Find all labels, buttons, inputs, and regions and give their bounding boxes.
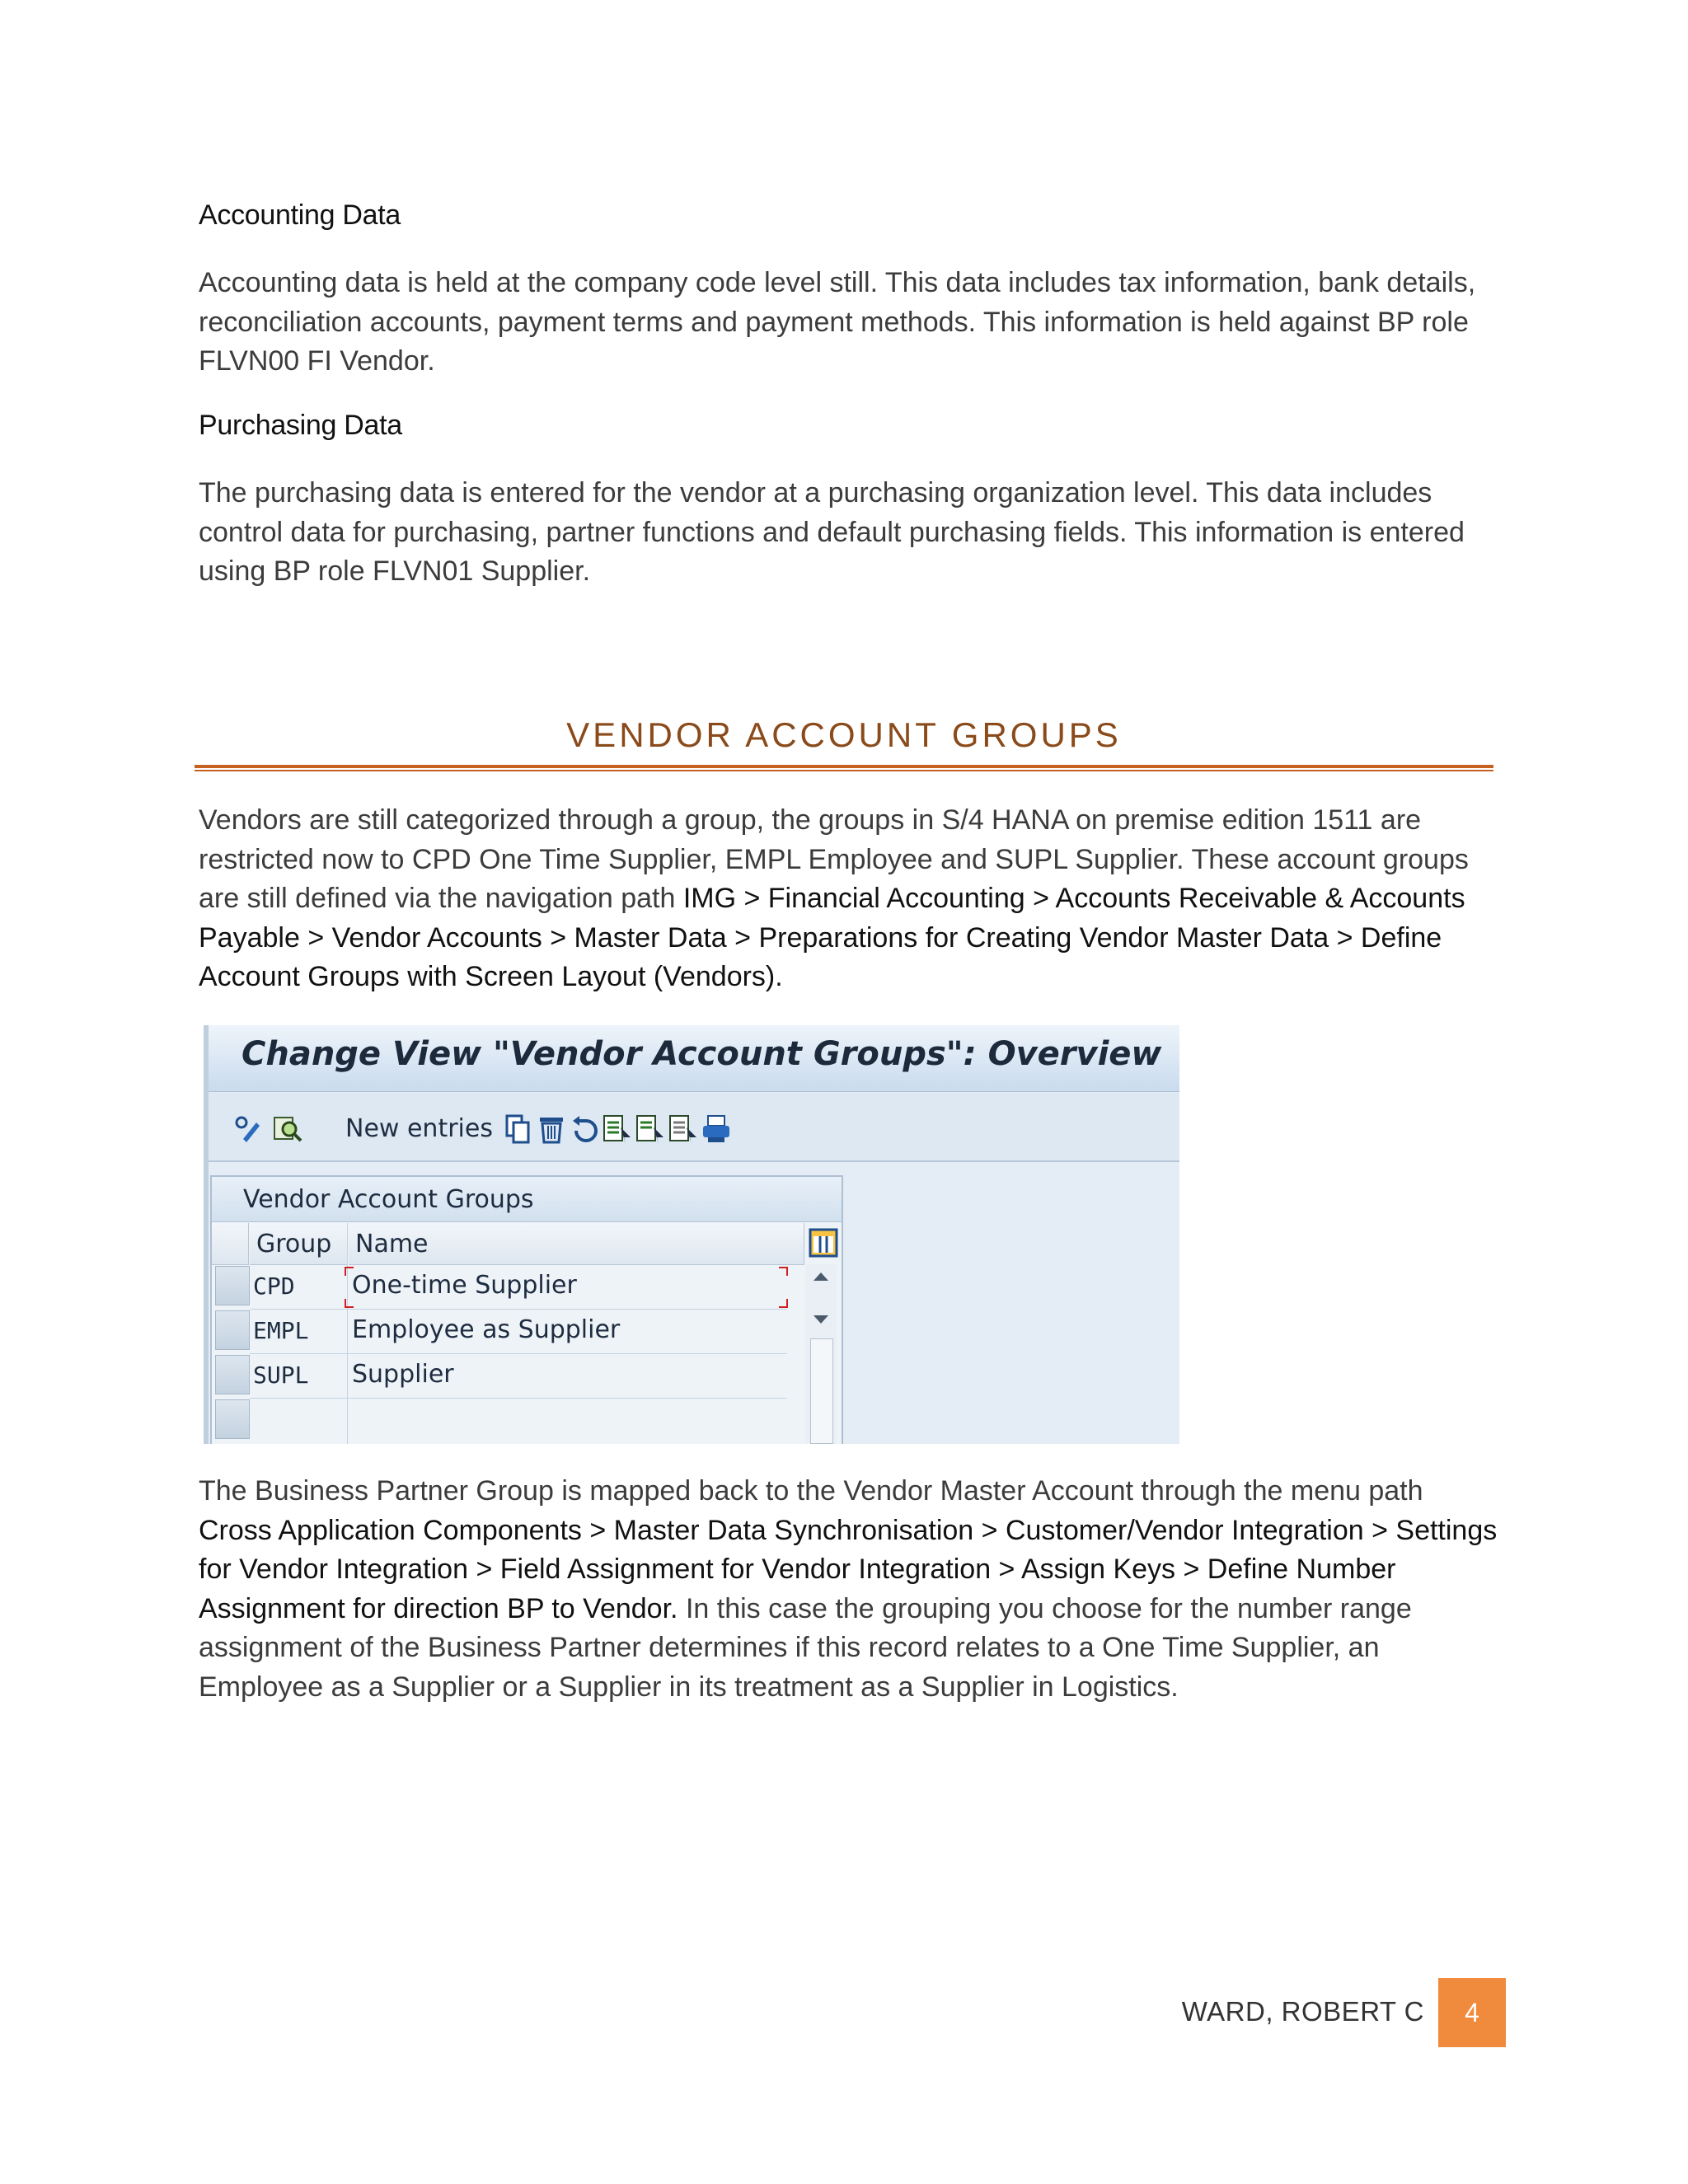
- row-selector[interactable]: [215, 1310, 250, 1350]
- accounting-data-heading: Accounting Data: [199, 199, 401, 231]
- cell-group: SUPL: [253, 1361, 309, 1389]
- accounting-data-paragraph: Accounting data is held at the company code level still. This data includes tax information, bank details, reconciliation accounts, payment terms and payment methods. This information is held against BP role FLVN00 FI Vendor.: [199, 267, 1476, 377]
- title-rule-thin: [195, 770, 1493, 771]
- select-all-icon[interactable]: [601, 1113, 634, 1146]
- title-rule: [195, 765, 1493, 768]
- intro-navigation-path: IMG > Financial Accounting > Accounts Receivable & Accounts Payable > Vendor Accounts > Master Data > Preparations for Creating Vendor Master Data > Define Account Groups with Screen Layout (Vendors).: [199, 883, 1465, 992]
- cell-name[interactable]: Employee as Supplier: [352, 1315, 621, 1344]
- scroll-thumb[interactable]: [810, 1338, 833, 1444]
- display-change-icon[interactable]: [232, 1113, 265, 1146]
- section-title: VENDOR ACCOUNT GROUPS: [566, 715, 1122, 754]
- deselect-all-icon[interactable]: [667, 1113, 700, 1146]
- cell-name[interactable]: One-time Supplier: [352, 1271, 577, 1300]
- select-block-icon[interactable]: [634, 1113, 667, 1146]
- vendor-groups-paragraph: [199, 801, 1501, 997]
- purchasing-data-paragraph: The purchasing data is entered for the vendor at a purchasing organization level. This data includes control data for purchasing, partner functions and default purchasing fields. This information is entered using BP role FLVN01 Supplier.: [199, 477, 1465, 587]
- mapping-text-start: The Business Partner Group is mapped back to the Vendor Master Account through the menu path: [199, 1475, 1423, 1507]
- cell-group: CPD: [253, 1272, 295, 1300]
- mapping-navigation-path: Cross Application Components > Master Data Synchronisation > Customer/Vendor Integration > Settings for Vendor Integration > Field Assignment for Vendor Integration > Assign Keys > Define Number Assignment for direction BP to Vendor.: [199, 1514, 1498, 1624]
- vendor-account-groups-table: [210, 1175, 843, 1444]
- column-header-name[interactable]: Name: [349, 1223, 804, 1265]
- sap-screenshot: [204, 1025, 1179, 1444]
- page-number: 4: [1465, 1997, 1479, 2027]
- table-row[interactable]: [212, 1399, 789, 1442]
- column-config-icon[interactable]: [809, 1226, 838, 1259]
- delete-icon[interactable]: [535, 1113, 568, 1146]
- table-row[interactable]: [212, 1355, 789, 1398]
- footer-author: WARD, ROBERT C: [1181, 1996, 1424, 2027]
- select-column-header[interactable]: [212, 1223, 249, 1265]
- copy-icon[interactable]: [502, 1113, 535, 1146]
- purchasing-data-heading: Purchasing Data: [199, 410, 402, 441]
- table-row[interactable]: [212, 1310, 789, 1353]
- row-selector[interactable]: [215, 1399, 250, 1439]
- intro-text: Vendors are still categorized through a group, the groups in S/4 HANA on premise edition 1511 are restricted now to CPD One Time Supplier, EMPL Employee and SUPL Supplier. These account groups are still defined via the navigation path: [199, 804, 1469, 914]
- scroll-up-icon[interactable]: [812, 1271, 830, 1282]
- vertical-scrollbar[interactable]: [805, 1264, 837, 1444]
- table-title: Vendor Account Groups: [243, 1185, 534, 1214]
- sap-title-bar: [209, 1025, 1179, 1092]
- cell-group: EMPL: [253, 1317, 309, 1344]
- focus-marker: [344, 1266, 789, 1309]
- undo-icon[interactable]: [568, 1113, 601, 1146]
- new-entries-button[interactable]: New entries: [345, 1114, 493, 1143]
- page-number-badge: [1438, 1978, 1506, 2047]
- mapping-paragraph: [199, 1472, 1501, 1707]
- sap-screen-title: Change View "Vendor Account Groups": Overview: [241, 1035, 1162, 1073]
- sap-toolbar: [209, 1093, 1179, 1162]
- row-selector[interactable]: [215, 1355, 250, 1394]
- table-title-bar: [212, 1177, 842, 1222]
- row-selector[interactable]: [215, 1266, 250, 1305]
- cell-name[interactable]: Supplier: [352, 1360, 454, 1389]
- find-icon[interactable]: [271, 1113, 304, 1146]
- scroll-down-icon[interactable]: [812, 1314, 830, 1325]
- mapping-text-end: In this case the grouping you choose for the number range assignment of the Business Partner determines if this record relates to a One Time Supplier, an Employee as a Supplier or a Supplier in its treatment as a Supplier in Logistics.: [199, 1592, 1412, 1703]
- table-row[interactable]: [212, 1266, 789, 1309]
- column-header-group[interactable]: Group: [250, 1223, 348, 1265]
- print-icon[interactable]: [700, 1113, 733, 1146]
